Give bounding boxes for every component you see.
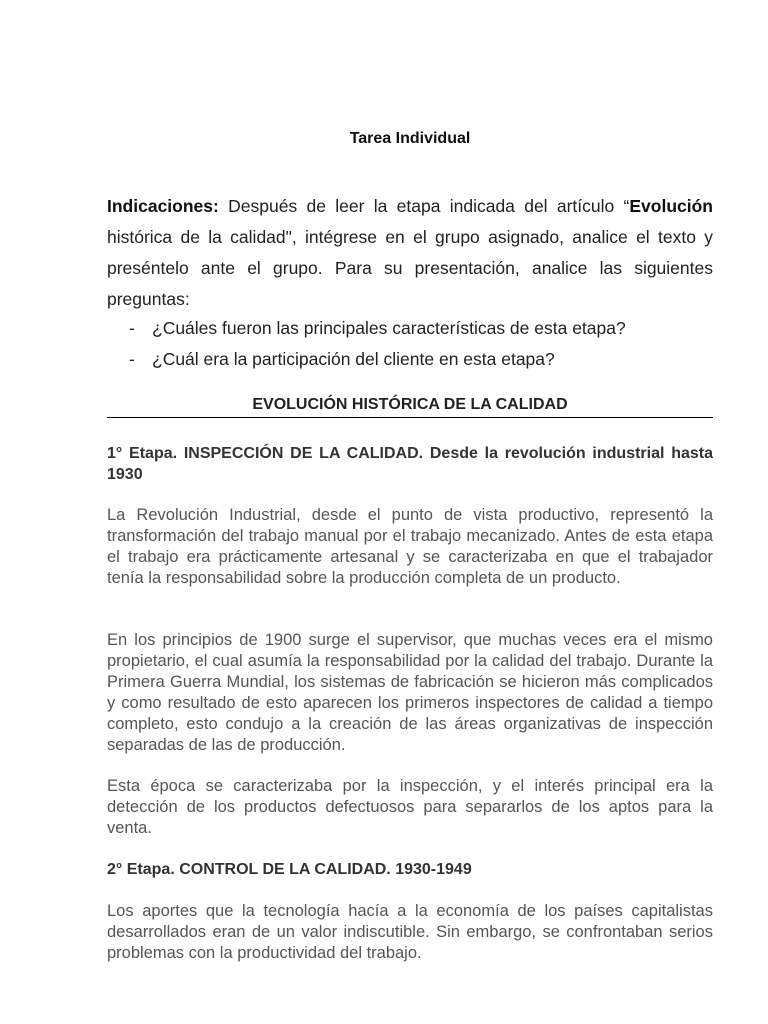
body-paragraph: Esta época se caracterizaba por la inspección, y el interés principal era la detección de los productos defectuosos para separarlos de los aptos para la venta. [107,777,713,837]
indications-label: Indicaciones: [107,196,219,216]
body-paragraph: En los principios de 1900 surge el supervisor, que muchas veces era el mismo propietario, el cual asumía la responsabilidad por la calidad del trabajo. Durante la Primera Guerra Mundial, los sistemas de fabricación se hicieron más complicados y como resultado de esto aparecen los primeros inspectores de calidad a tiempo completo, esto condujo a la creación de las áreas organizativas de inspección separadas de las de producción. [107,631,713,754]
question-text: ¿Cuál era la participación del cliente en esta etapa? [152,349,555,369]
indications-text-before: Después de leer la etapa indicada del artículo “ [218,196,630,216]
list-dash: - [129,349,135,369]
body-paragraph: La Revolución Industrial, desde el punto de vista productivo, representó la transformación del trabajo manual por el trabajo mecanizado. Antes de esta etapa el trabajo era prácticamente artesanal y se caracterizaba en que el trabajador tenía la responsabilidad sobre la producción completa de un producto. [107,506,713,587]
stage1-heading: 1° Etapa. INSPECCIÓN DE LA CALIDAD. Desde la revolución industrial hasta 1930 [107,445,713,483]
indications-text-after: histórica de la calidad", intégrese en el grupo asignado, analice el texto y preséntelo ante el grupo. Para su presentación, analice las siguientes preguntas: [107,227,713,309]
stage2-heading: 2° Etapa. CONTROL DE LA CALIDAD. 1930-1949 [107,861,472,878]
body-paragraph: Los aportes que la tecnología hacía a la economía de los países capitalistas desarrollados eran de un valor indiscutible. Sin embargo, se confrontaban serios problemas con la productividad del trabajo. [107,902,713,962]
document-title: Tarea Individual [349,130,471,147]
indications-paragraph [107,191,713,315]
heading-underline [107,417,713,418]
question-text: ¿Cuáles fueron las principales características de esta etapa? [152,318,626,338]
article-title: Evolución [629,196,713,216]
list-dash: - [129,318,135,338]
section-heading: EVOLUCIÓN HISTÓRICA DE LA CALIDAD [252,396,568,413]
